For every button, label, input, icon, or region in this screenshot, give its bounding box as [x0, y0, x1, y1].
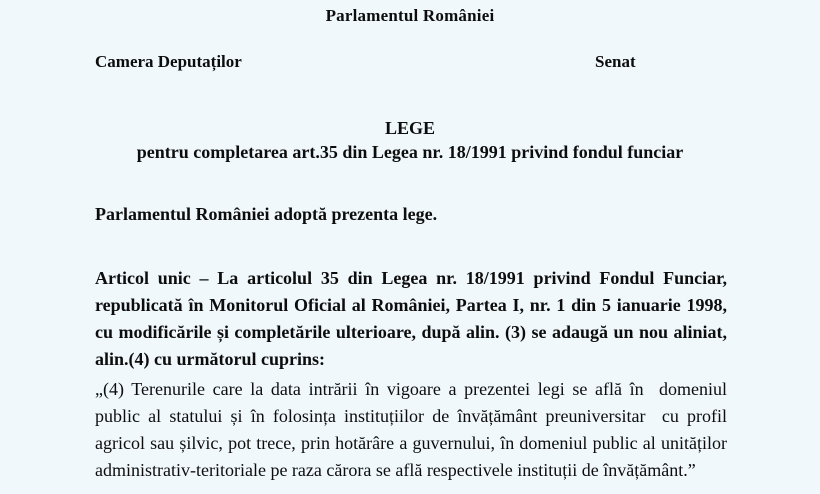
chambers-row: [95, 49, 727, 75]
parliament-header: Parlamentul României: [325, 6, 495, 25]
enactment-clause: Parlamentul României adoptă prezenta lege.: [95, 204, 438, 224]
law-title: LEGE: [384, 118, 436, 138]
law-subtitle: pentru completarea art.35 din Legea nr. 18/1991 privind fondul funciar: [136, 142, 684, 162]
article-unic-paragraph: Articol unic – La articolul 35 din Legea nr. 18/1991 privind Fondul Funciar, republicată în Monitorul Oficial al României, Partea I, nr. 1 din 5 ianuarie 1998, cu modificările și completările ulterioare, după alin. (3) se adaugă un nou aliniat, alin.(4) cu următorul cuprins:: [95, 268, 727, 369]
chamber-deputies-label: Camera Deputaților: [95, 52, 242, 71]
law-title-block: [0, 116, 820, 164]
senate-label: Senat: [595, 52, 636, 71]
quoted-new-paragraph: „(4) Terenurile care la data intrării în vigoare a prezentei legi se află în domeniul public al statului și în folosința instituțiilor de învățământ preuniversitar cu profil agricol sau șilvic, pot trece, prin hotărâre a guvernului, în domeniul public al unităților administrativ-teritoriale pe raza cărora se află respectivele instituții de învățământ.”: [95, 379, 732, 480]
